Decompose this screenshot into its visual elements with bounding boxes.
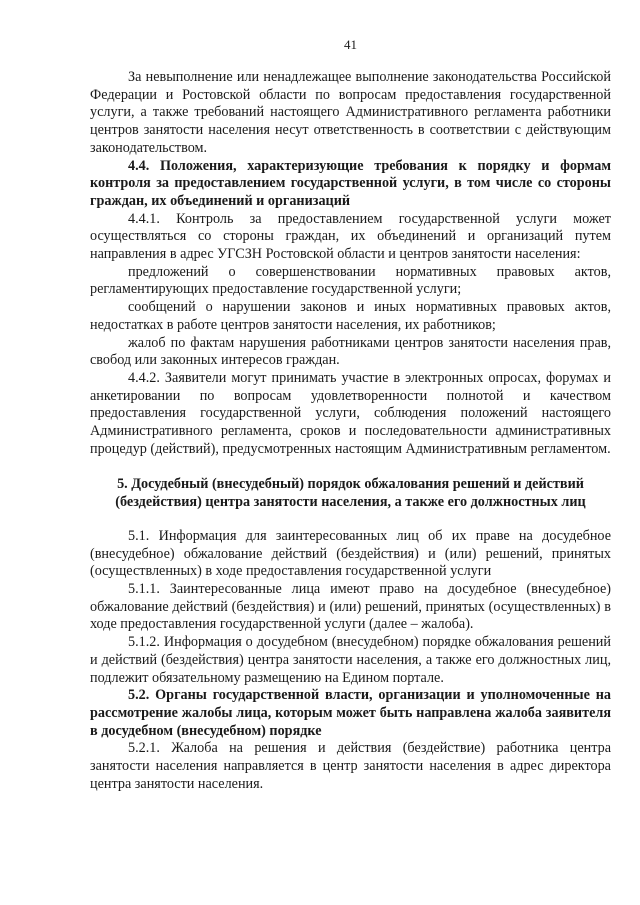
section-5-heading: 5. Досудебный (внесудебный) порядок обжалования решений и действий (бездействия) центра занятости населения, а также его должностных лиц <box>115 476 586 511</box>
spacer <box>90 458 611 476</box>
paragraph-4-4-2: 4.4.2. Заявители могут принимать участие в электронных опросах, форумах и анкетировании по вопросам удовлетворенности полнотой и качеством предоставления государственной услуги, соблюдения положений настоящего Административного регламента, сроков и последовательности административных процедур (действий), предусмотренных настоящим Административным регламентом. <box>90 369 611 457</box>
paragraph-reports: сообщений о нарушении законов и иных нормативных правовых актов, недостатках в работе центров занятости населения, их работников; <box>90 299 611 333</box>
paragraph-5-1-1: 5.1.1. Заинтересованные лица имеют право на досудебное (внесудебное) обжалование действий (бездействия) и (или) решений, принятых (осуществленных) в ходе предоставления государственной услуги (далее – жалоба). <box>90 580 611 633</box>
paragraph-4-4-1: 4.4.1. Контроль за предоставлением государственной услуги может осуществляться со стороны граждан, их объединений и организаций путем направления в адрес УГСЗН Ростовской области и центров занятости населения: <box>90 210 611 263</box>
paragraph-complaints: жалоб по фактам нарушения работниками центров занятости населения прав, свобод или законных интересов граждан. <box>90 334 611 369</box>
document-body <box>90 69 611 793</box>
paragraph-5-1: 5.1. Информация для заинтересованных лиц об их праве на досудебное (внесудебное) обжалование действий (бездействия) и (или) решений, принятых (осуществленных) в ходе предоставления государственной услуги <box>90 527 611 580</box>
spacer <box>90 512 611 528</box>
section-heading-4-4: 4.4. Положения, характеризующие требования к порядку и формам контроля за предоставлением государственной услуги, в том числе со стороны граждан, их объединений и организаций <box>90 157 611 209</box>
page-number: 41 <box>344 37 357 52</box>
paragraph-proposals: предложений о совершенствовании нормативных правовых актов, регламентирующих предоставление государственной услуги; <box>90 263 611 298</box>
paragraph-liability: За невыполнение или ненадлежащее выполнение законодательства Российской Федерации и Ростовской области по вопросам предоставления государственной услуги, а также требований настоящего Административного регламента работники центров занятости населения несут ответственность в соответствии с действующим законодательством. <box>90 69 611 156</box>
paragraph-5-2-1: 5.2.1. Жалоба на решения и действия (бездействие) работника центра занятости населения направляется в центр занятости населения в адрес директора центра занятости населения. <box>90 740 611 792</box>
paragraph-5-1-2: 5.1.2. Информация о досудебном (внесудебном) порядке обжалования решений и действий (бездействия) центра занятости населения, а также его должностных лиц, подлежит обязательному размещению на Едином портале. <box>90 634 611 686</box>
section-heading-5-2: 5.2. Органы государственной власти, организации и уполномоченные на рассмотрение жалобы лица, которым может быть направлена жалоба заявителя в досудебном (внесудебном) порядке <box>90 687 611 739</box>
